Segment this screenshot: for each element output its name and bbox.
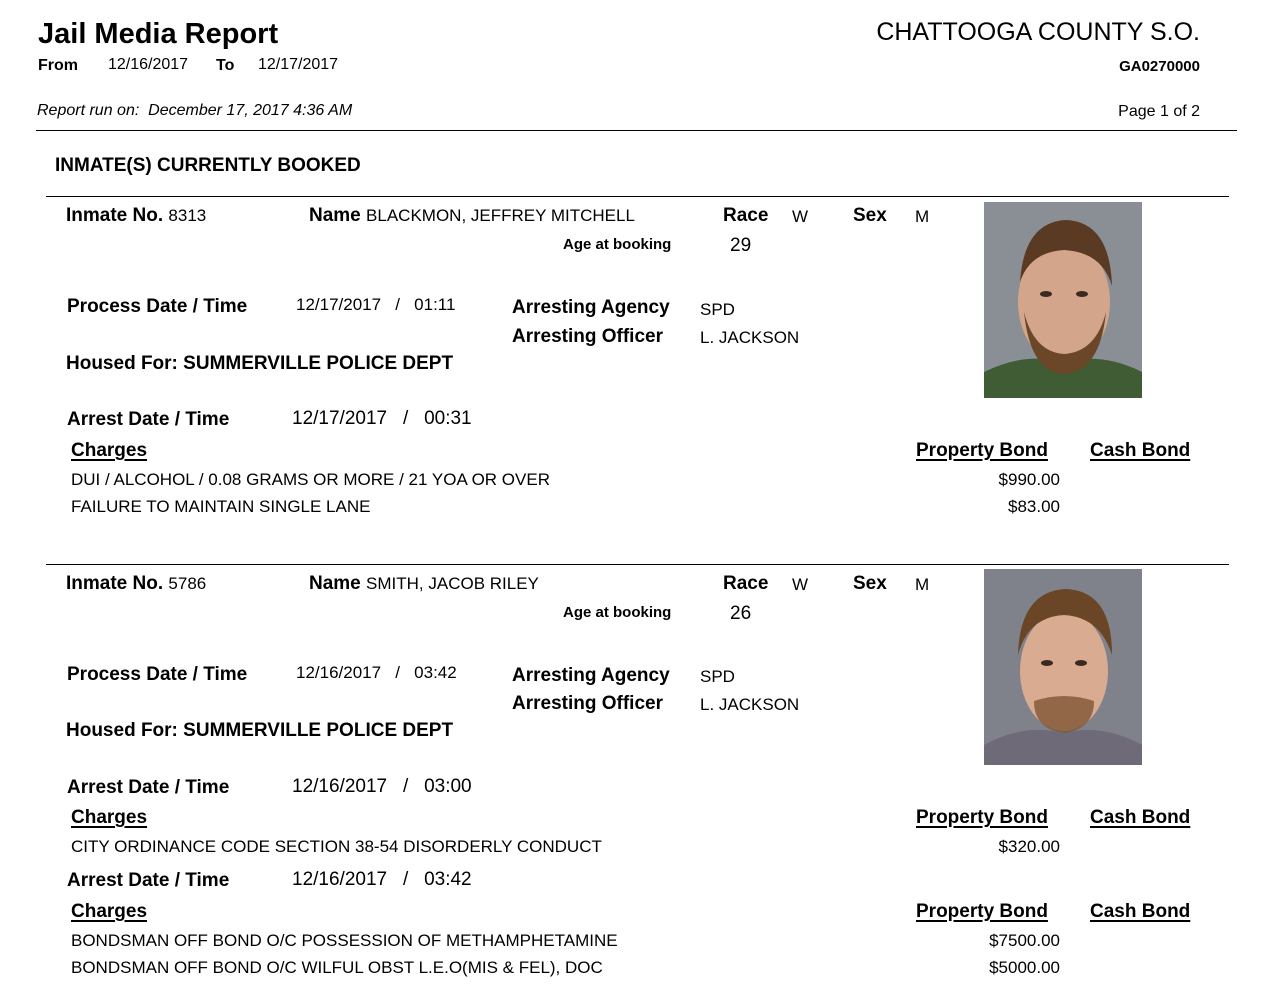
arresting-agency-label: Arresting Agency — [512, 665, 670, 686]
arrest-date: 12/16/2017 — [292, 869, 388, 890]
charge-item: DUI / ALCOHOL / 0.08 GRAMS OR MORE / 21 YOA OR OVER — [71, 470, 550, 489]
from-date: 12/16/2017 — [108, 56, 189, 73]
from-label: From — [38, 57, 78, 74]
mugshot-image — [984, 569, 1142, 765]
inmate-no-value: 8313 — [168, 206, 207, 225]
charges-header: Charges — [71, 901, 148, 922]
report-title: Jail Media Report — [38, 18, 279, 50]
charge-item: FAILURE TO MAINTAIN SINGLE LANE — [71, 497, 371, 516]
charges-header: Charges — [71, 440, 148, 461]
run-on-label: Report run on: — [37, 102, 140, 119]
inmate-name-value: SMITH, JACOB RILEY — [366, 574, 539, 593]
age-label: Age at booking — [563, 236, 672, 253]
inmate-number-row — [66, 205, 206, 227]
arresting-agency-label: Arresting Agency — [512, 297, 670, 318]
process-time: 01:11 — [414, 295, 456, 314]
arresting-officer-label: Arresting Officer — [512, 326, 663, 347]
arresting-officer-label: Arresting Officer — [512, 693, 663, 714]
arresting-agency-value: SPD — [700, 667, 735, 686]
arrest-date-label: Arrest Date / Time — [67, 777, 230, 798]
property-bond-header: Property Bond — [916, 440, 1048, 461]
charge-item: CITY ORDINANCE CODE SECTION 38-54 DISORDERLY CONDUCT — [71, 837, 602, 856]
report-run-on — [37, 102, 352, 120]
property-bond-value: $7500.00 — [989, 931, 1060, 950]
cash-bond-header: Cash Bond — [1090, 901, 1191, 922]
race-value: W — [792, 575, 809, 594]
arresting-agency-value: SPD — [700, 300, 735, 319]
run-on-value: December 17, 2017 4:36 AM — [148, 102, 353, 119]
agency-ori: GA0270000 — [1119, 58, 1200, 75]
arrest-date-value — [292, 408, 472, 430]
section-title: INMATE(S) CURRENTLY BOOKED — [55, 155, 361, 176]
process-date: 12/16/2017 — [296, 663, 382, 682]
mugshot-photo — [984, 202, 1142, 398]
process-time: 03:42 — [414, 663, 457, 682]
page-number: Page 1 of 2 — [1118, 103, 1200, 120]
arrest-date: 12/17/2017 — [292, 408, 388, 429]
inmate-divider — [46, 564, 1229, 565]
race-value: W — [792, 207, 809, 226]
inmate-name-value: BLACKMON, JEFFREY MITCHELL — [366, 206, 635, 225]
housed-for-value: SUMMERVILLE POLICE DEPT — [183, 720, 454, 741]
arrest-date-value — [292, 869, 472, 891]
race-label: Race — [723, 573, 769, 594]
property-bond-value: $83.00 — [1008, 497, 1060, 516]
age-value: 26 — [730, 603, 752, 624]
header-divider — [36, 130, 1237, 131]
housed-for-label: Housed For: — [66, 353, 178, 374]
agency-name: CHATTOOGA COUNTY S.O. — [876, 18, 1200, 46]
arrest-time: 00:31 — [424, 408, 472, 429]
slash: / — [402, 408, 409, 429]
mugshot-photo — [984, 569, 1142, 765]
sex-label: Sex — [853, 573, 887, 594]
slash: / — [402, 869, 409, 890]
inmate-no-label: Inmate No. — [66, 205, 164, 226]
inmate-number-row — [66, 573, 206, 595]
housed-for-row — [66, 353, 453, 375]
sex-value: M — [915, 207, 930, 226]
sex-value: M — [915, 575, 930, 594]
process-date-label: Process Date / Time — [67, 296, 248, 317]
process-date: 12/17/2017 — [296, 295, 382, 314]
name-label: Name — [309, 573, 361, 594]
to-label: To — [216, 57, 235, 74]
inmate-name-row — [309, 205, 635, 227]
inmate-name-row — [309, 573, 539, 595]
property-bond-value: $320.00 — [998, 837, 1060, 856]
process-date-label: Process Date / Time — [67, 664, 248, 685]
inmate-no-value: 5786 — [168, 574, 207, 593]
age-value: 29 — [730, 235, 752, 256]
slash: / — [395, 663, 400, 682]
arrest-date: 12/16/2017 — [292, 776, 388, 797]
cash-bond-header: Cash Bond — [1090, 440, 1191, 461]
property-bond-value: $5000.00 — [989, 958, 1060, 977]
mugshot-image — [984, 202, 1142, 398]
inmate-no-label: Inmate No. — [66, 573, 164, 594]
to-date: 12/17/2017 — [258, 56, 339, 73]
arrest-date-value — [292, 776, 472, 798]
arrest-time: 03:00 — [424, 776, 472, 797]
charge-item: BONDSMAN OFF BOND O/C POSSESSION OF METHAMPHETAMINE — [71, 931, 618, 950]
sex-label: Sex — [853, 205, 887, 226]
arresting-officer-value: L. JACKSON — [700, 695, 800, 714]
arresting-officer-value: L. JACKSON — [700, 328, 800, 347]
property-bond-header: Property Bond — [916, 901, 1048, 922]
arrest-date-label: Arrest Date / Time — [67, 870, 230, 891]
property-bond-value: $990.00 — [998, 470, 1060, 489]
arrest-date-label: Arrest Date / Time — [67, 409, 230, 430]
slash: / — [395, 295, 400, 314]
slash: / — [402, 776, 409, 797]
housed-for-value: SUMMERVILLE POLICE DEPT — [183, 353, 454, 374]
cash-bond-header: Cash Bond — [1090, 807, 1191, 828]
inmate-divider — [46, 196, 1229, 197]
age-label: Age at booking — [563, 604, 672, 621]
property-bond-header: Property Bond — [916, 807, 1048, 828]
arrest-time: 03:42 — [424, 869, 472, 890]
housed-for-label: Housed For: — [66, 720, 178, 741]
race-label: Race — [723, 205, 769, 226]
process-date-value — [296, 295, 455, 315]
housed-for-row — [66, 720, 453, 742]
process-date-value — [296, 663, 457, 683]
charge-item: BONDSMAN OFF BOND O/C WILFUL OBST L.E.O(MIS & FEL), DOC — [71, 958, 603, 977]
charges-header: Charges — [71, 807, 148, 828]
name-label: Name — [309, 205, 361, 226]
